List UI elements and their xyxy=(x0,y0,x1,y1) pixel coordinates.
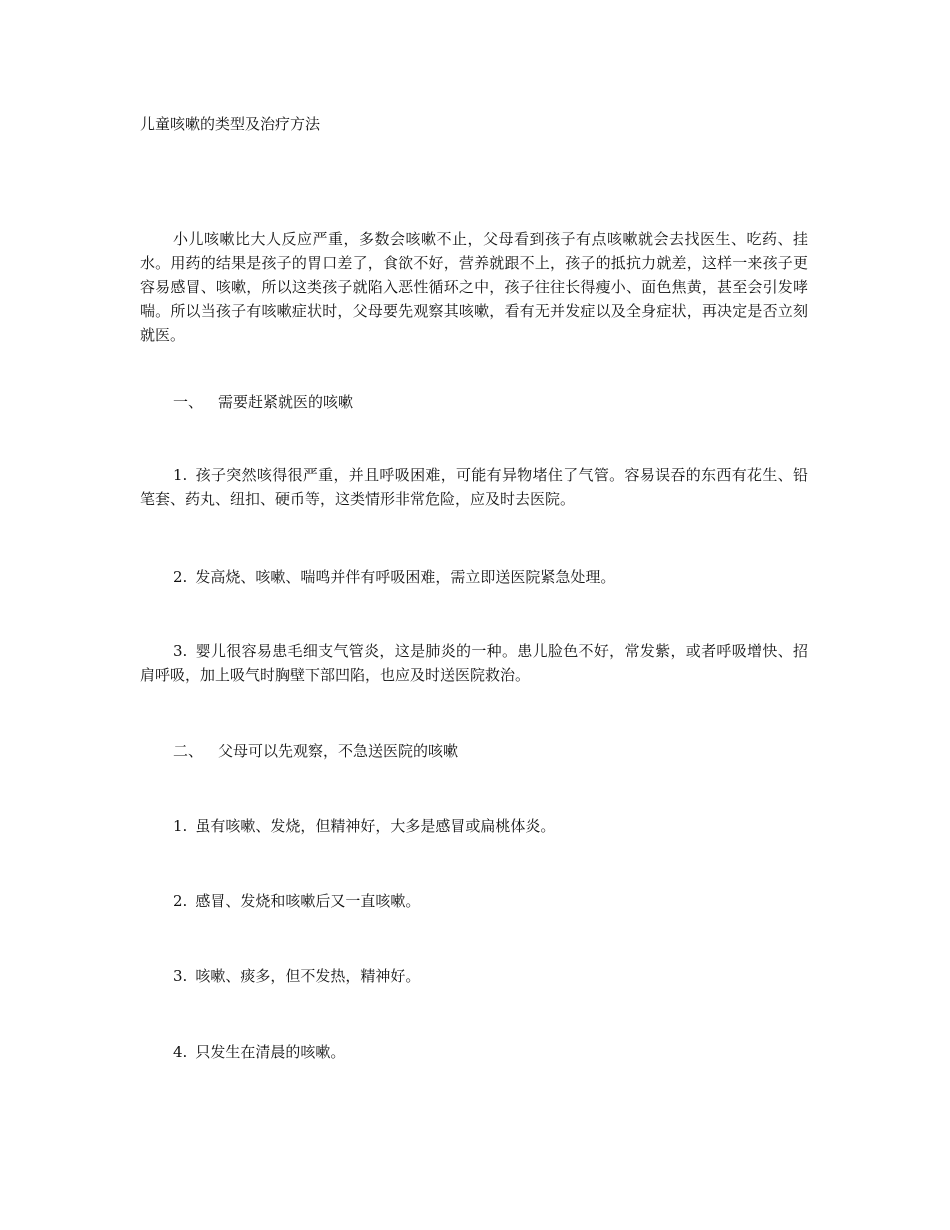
section-title: 父母可以先观察，不急送医院的咳嗽 xyxy=(218,742,459,760)
section-number: 二、 xyxy=(173,742,204,760)
item-number: 3. xyxy=(173,642,188,660)
item-number: 4. xyxy=(173,1043,188,1061)
item-text: 咳嗽、痰多，但不发热，精神好。 xyxy=(195,967,421,985)
item-number: 1. xyxy=(173,466,188,484)
section-title: 需要赶紧就医的咳嗽 xyxy=(218,393,354,411)
item-text: 孩子突然咳得很严重，并且呼吸困难，可能有异物堵住了气管。容易误吞的东西有花生、铅笔套、药丸、纽扣、硬币等，这类情形非常危险，应及时去医院。 xyxy=(140,466,808,508)
item-text: 感冒、发烧和咳嗽后又一直咳嗽。 xyxy=(195,892,421,910)
item-number: 2. xyxy=(173,568,188,586)
list-item xyxy=(140,565,808,589)
intro-paragraph: 小儿咳嗽比大人反应严重，多数会咳嗽不止，父母看到孩子有点咳嗽就会去找医生、吃药、挂水。用药的结果是孩子的胃口差了，食欲不好，营养就跟不上，孩子的抵抗力就差，这样一来孩子更容易感冒、咳嗽，所以这类孩子就陷入恶性循环之中，孩子往往长得瘦小、面色焦黄，甚至会引发哮喘。所以当孩子有咳嗽症状时，父母要先观察其咳嗽，看有无并发症以及全身症状，再决定是否立刻就医。 xyxy=(140,230,808,344)
list-item xyxy=(140,463,808,511)
item-text: 发高烧、咳嗽、喘鸣并伴有呼吸困难，需立即送医院紧急处理。 xyxy=(195,568,616,586)
item-text: 虽有咳嗽、发烧，但精神好，大多是感冒或扁桃体炎。 xyxy=(195,817,556,835)
section-heading-1 xyxy=(173,391,353,413)
item-text: 只发生在清晨的咳嗽。 xyxy=(195,1043,346,1061)
list-item xyxy=(140,964,808,988)
item-number: 3. xyxy=(173,967,188,985)
section-number: 一、 xyxy=(173,393,204,411)
item-number: 1. xyxy=(173,817,188,835)
document-title: 儿童咳嗽的类型及治疗方法 xyxy=(140,115,321,133)
item-text: 婴儿很容易患毛细支气管炎，这是肺炎的一种。患儿脸色不好，常发紫，或者呼吸增快、招肩呼吸，加上吸气时胸壁下部凹陷，也应及时送医院救治。 xyxy=(140,642,808,684)
list-item xyxy=(140,889,808,913)
list-item xyxy=(140,814,808,838)
list-item xyxy=(140,639,808,687)
section-heading-2 xyxy=(173,740,458,762)
list-item xyxy=(140,1040,808,1064)
item-number: 2. xyxy=(173,892,188,910)
